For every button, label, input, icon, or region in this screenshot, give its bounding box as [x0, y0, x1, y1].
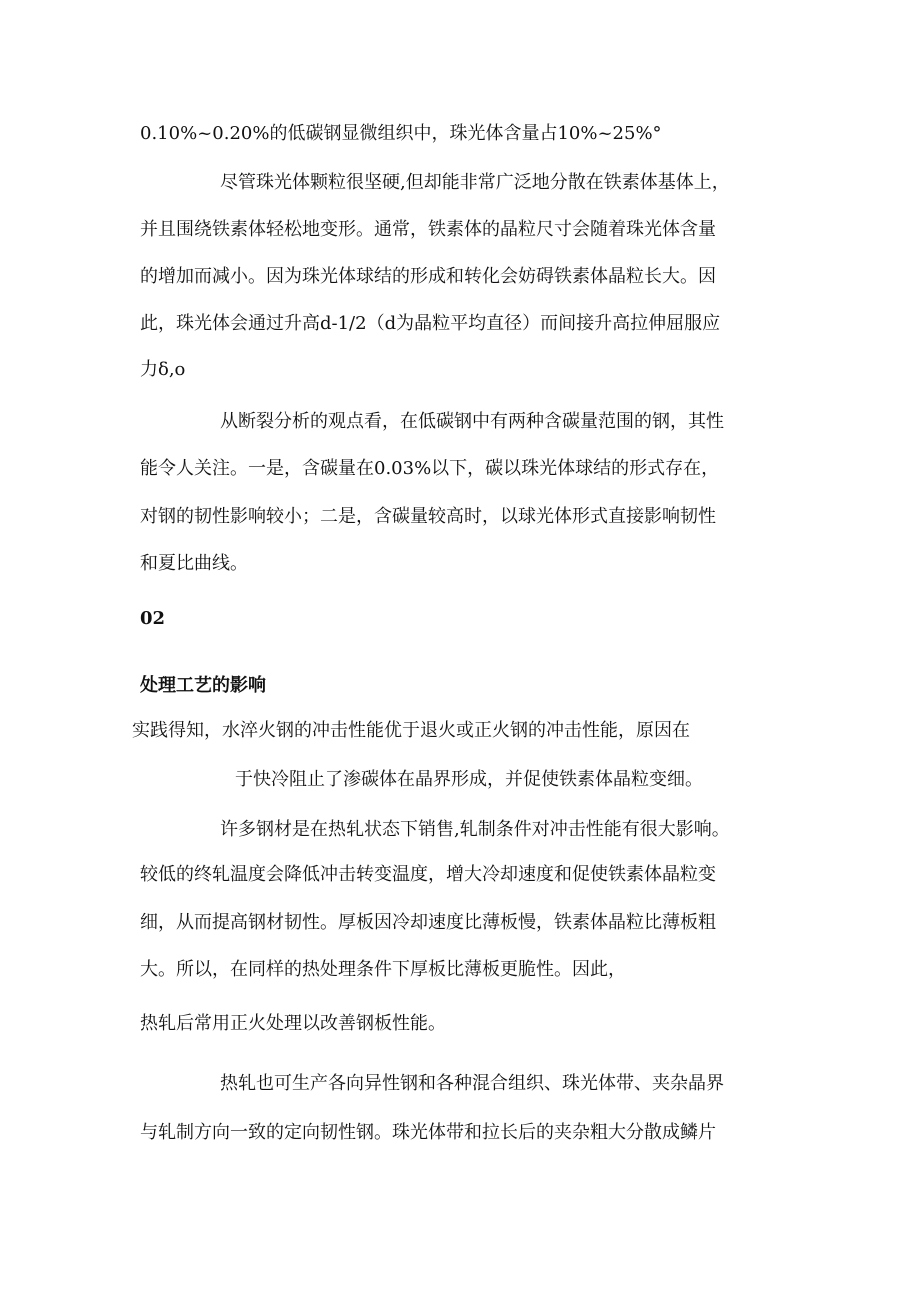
para4-line1: 实践得知，水淬火钢的冲击性能优于退火或正火钢的冲击性能，原因在: [132, 720, 690, 741]
para6-line1: 热轧也可生产各向异性钢和各种混合组织、珠光体带、夹杂晶界: [220, 1073, 724, 1094]
section-number: 02: [140, 608, 166, 629]
para2-line4: 此，珠光体会通过升高d-1/2（d为晶粒平均直径）而间接升高拉伸屈服应: [140, 313, 721, 334]
para4-line2: 于快冷阻止了渗碳体在晶界形成，并促使铁素体晶粒变细。: [235, 769, 703, 790]
para6-line2: 与轧制方向一致的定向韧性钢。珠光体带和拉长后的夹杂粗大分散成鳞片: [140, 1122, 716, 1143]
para3-line2: 能令人关注。一是，含碳量在0.03%以下，碳以珠光体球结的形式存在，: [140, 458, 720, 479]
para2-line3: 的增加而减小。因为珠光体球结的形成和转化会妨碍铁素体晶粒长大。因: [140, 266, 716, 287]
para5-line5: 热轧后常用正火处理以改善钢板性能。: [140, 1013, 446, 1034]
para2-line1: 尽管珠光体颗粒很坚硬,但却能非常广泛地分散在铁素体基体上，: [220, 172, 730, 193]
para5-line2: 较低的终轧温度会降低冲击转变温度，增大冷却速度和促使铁素体晶粒变: [140, 864, 716, 885]
para2-line2: 并且围绕铁素体轻松地变形。通常，铁素体的晶粒尺寸会随着珠光体含量: [140, 219, 716, 240]
para1-line1: 0.10%~0.20%的低碳钢显微组织中，珠光体含量占10%~25%°: [140, 123, 662, 144]
para5-line4: 大。所以，在同样的热处理条件下厚板比薄板更脆性。因此，: [140, 959, 626, 980]
para3-line3: 对钢的韧性影响较小；二是，含碳量较高时，以球光体形式直接影响韧性: [140, 506, 716, 527]
section-title: 处理工艺的影响: [140, 675, 266, 696]
para2-line5: 力δ,o: [140, 359, 186, 380]
para3-line1: 从断裂分析的观点看，在低碳钢中有两种含碳量范围的钢，其性: [220, 411, 724, 432]
para3-line4: 和夏比曲线。: [140, 553, 248, 574]
para5-line3: 细，从而提高钢材韧性。厚板因冷却速度比薄板慢，铁素体晶粒比薄板粗: [140, 912, 716, 933]
para5-line1: 许多钢材是在热轧状态下销售,轧制条件对冲击性能有很大影响。: [220, 819, 730, 840]
